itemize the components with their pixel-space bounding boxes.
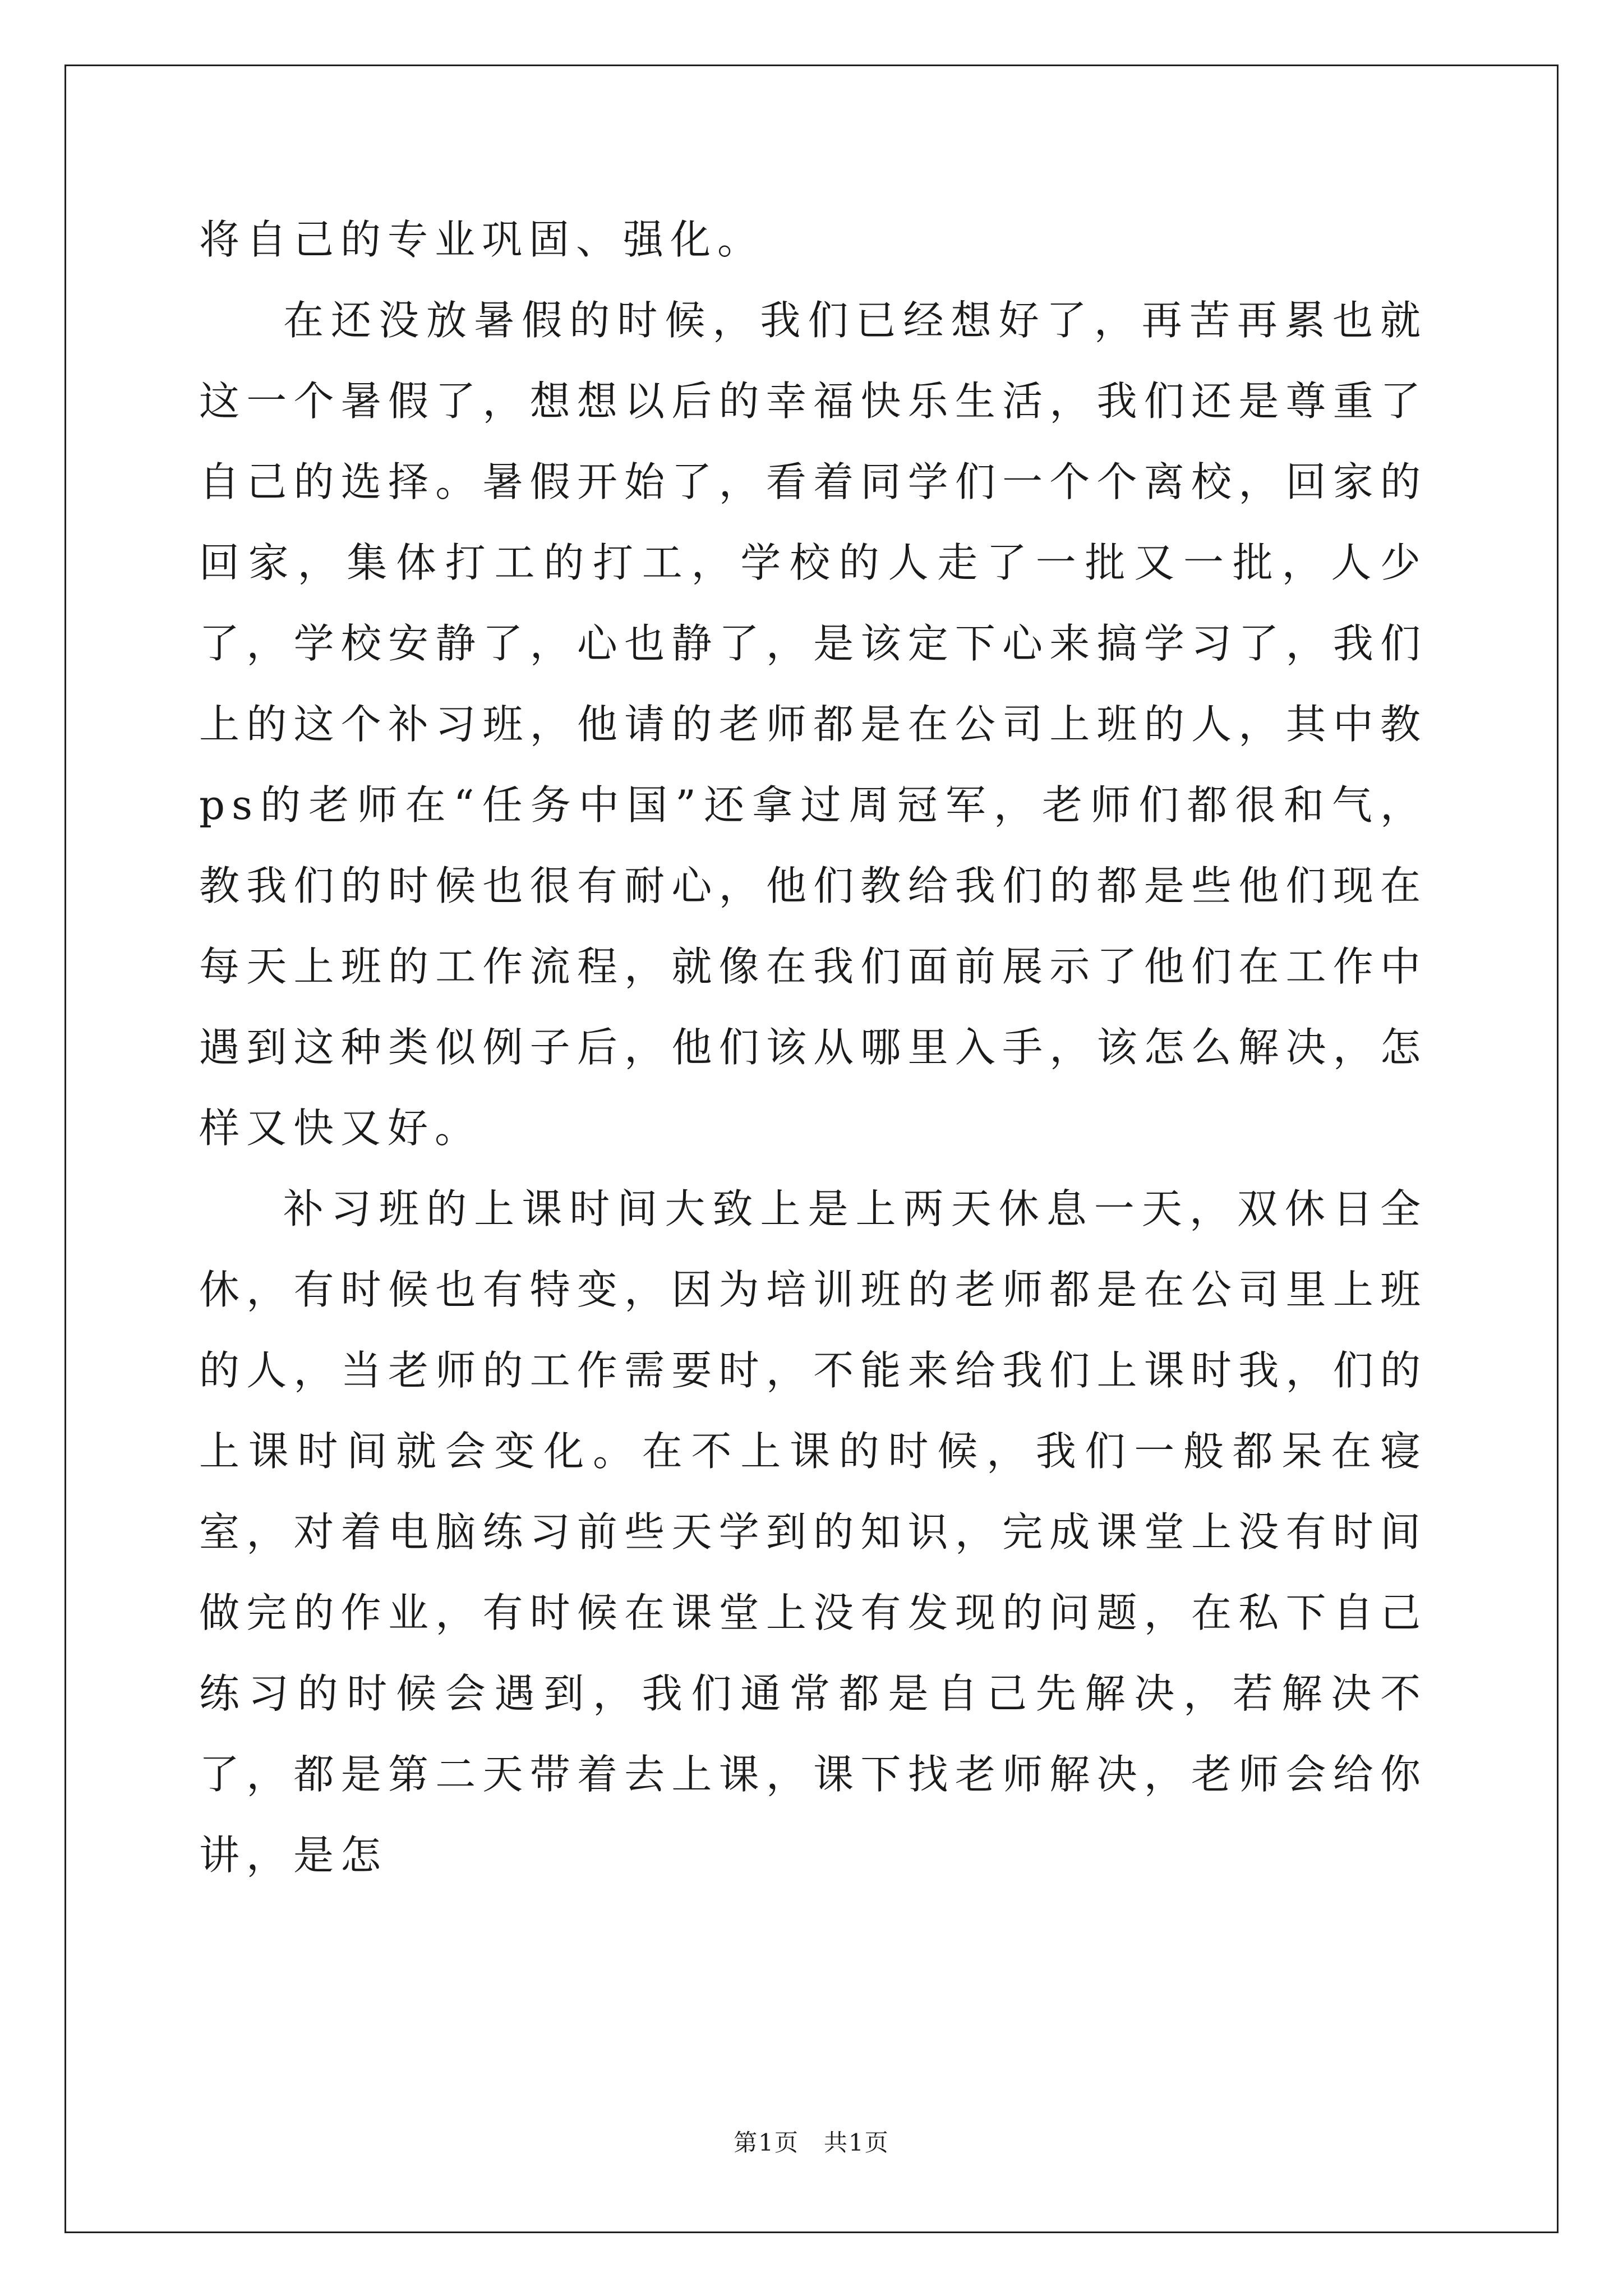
page-number-total: 共1页 — [824, 2129, 889, 2156]
paragraph-3: 补习班的上课时间大致上是上两天休息一天，双休日全休，有时候也有特变，因为培训班的老师都是在公司里上班的人，当老师的工作需要时，不能来给我们上课时我，们的上课时间就会变化。在不上课的时候，我们一般都呆在寝室，对着电脑练习前些天学到的知识，完成课堂上没有时间做完的作业，有时候在课堂上没有发现的问题，在私下自己练习的时候会遇到，我们通常都是自己先解决，若解决不了，都是第二天带着去上课，课下找老师解决，老师会给你讲，是怎 — [199, 1185, 1427, 1879]
paragraph-1: 将自己的专业巩固、强化。 — [199, 216, 765, 263]
page-number-current: 第1页 — [734, 2129, 799, 2156]
document-body — [199, 199, 1427, 1895]
paragraph-2: 在还没放暑假的时候，我们已经想好了，再苦再累也就这一个暑假了，想想以后的幸福快乐生活，我们还是尊重了自己的选择。暑假开始了，看着同学们一个个离校，回家的回家，集体打工的打工，学校的人走了一批又一批，人少了，学校安静了，心也静了，是该定下心来搞学习了，我们上的这个补习班，他请的老师都是在公司上班的人，其中教ps的老师在“任务中国”还拿过周冠军，老师们都很和气，教我们的时候也很有耐心，他们教给我们的都是些他们现在每天上班的工作流程，就像在我们面前展示了他们在工作中遇到这种类似例子后，他们该从哪里入手，该怎么解决，怎样又快又好。 — [199, 297, 1427, 1152]
page-footer — [0, 2127, 1623, 2159]
